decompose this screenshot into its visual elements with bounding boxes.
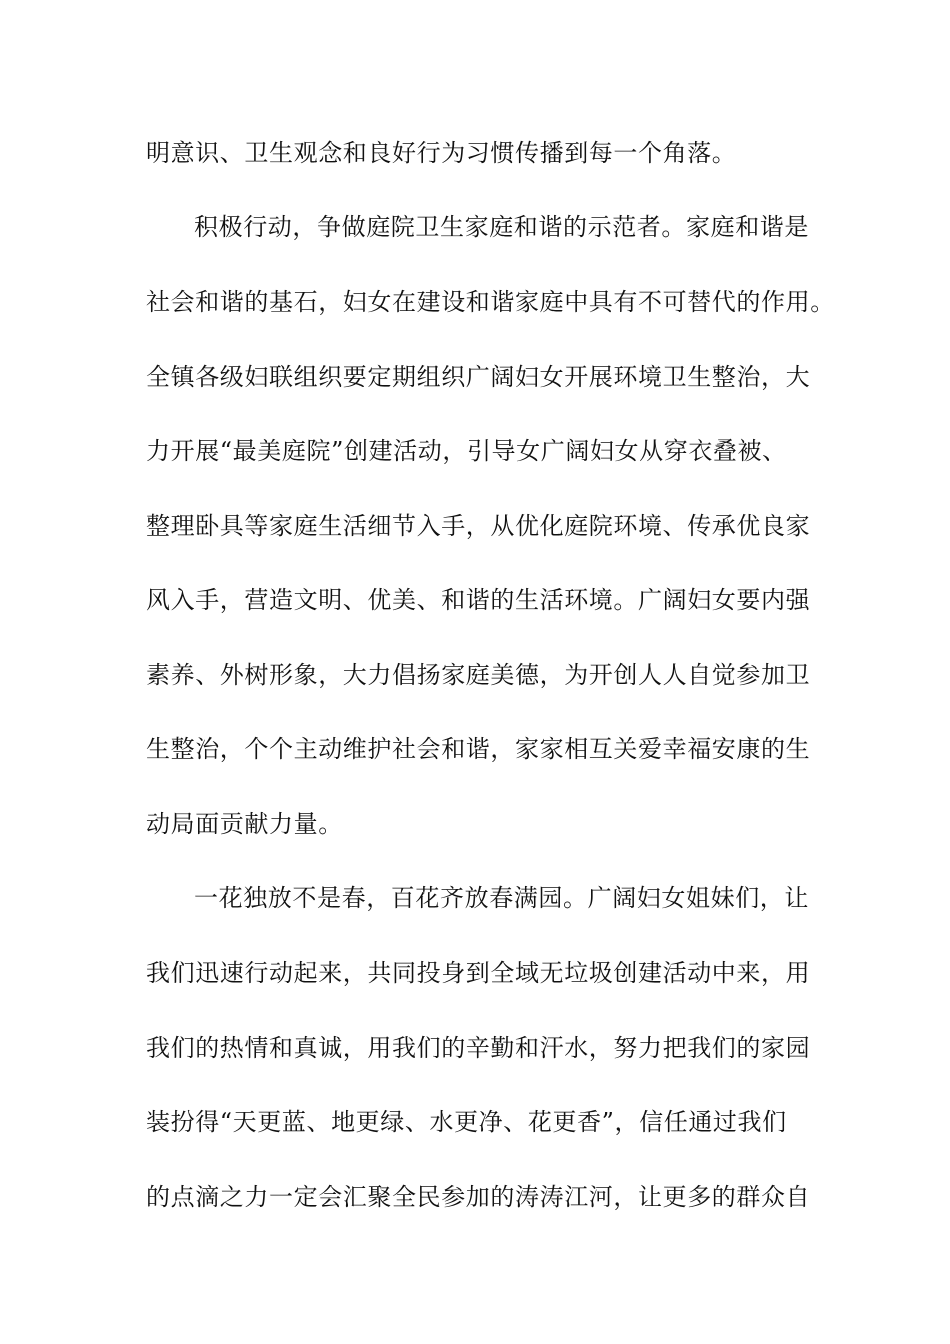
text-line: 的点滴之力一定会汇聚全民参加的涛涛江河，让更多的群众自 <box>146 1183 811 1211</box>
text-line: 素养、外树形象，大力倡扬家庭美德，为开创人人自觉参加卫 <box>146 661 811 689</box>
text-line: 社会和谐的基石，妇女在建设和谐家庭中具有不可替代的作用。 <box>146 288 835 316</box>
text-line: 我们的热情和真诚，用我们的辛勤和汗水，努力把我们的家园 <box>146 1034 811 1062</box>
text-line: 风入手，营造文明、优美、和谐的生活环境。广阔妇女要内强 <box>146 586 811 614</box>
paragraph-start-line: 积极行动，争做庭院卫生家庭和谐的示范者。家庭和谐是 <box>194 213 809 241</box>
text-line: 动局面贡献力量。 <box>146 810 343 838</box>
paragraph-start-line: 一花独放不是春，百花齐放春满园。广阔妇女姐妹们，让 <box>194 884 809 912</box>
text-line: 装扮得“天更蓝、地更绿、水更净、花更香”，信任通过我们 <box>146 1108 787 1136</box>
text-line: 我们迅速行动起来，共同投身到全域无垃圾创建活动中来，用 <box>146 959 811 987</box>
text-line: 全镇各级妇联组织要定期组织广阔妇女开展环境卫生整治，大 <box>146 363 811 391</box>
text-line: 明意识、卫生观念和良好行为习惯传播到每一个角落。 <box>146 139 737 167</box>
text-line: 力开展“最美庭院”创建活动，引导女广阔妇女从穿衣叠被、 <box>146 437 787 465</box>
text-line: 生整治，个个主动维护社会和谐，家家相互关爱幸福安康的生 <box>146 735 811 763</box>
text-line: 整理卧具等家庭生活细节入手，从优化庭院环境、传承优良家 <box>146 512 811 540</box>
